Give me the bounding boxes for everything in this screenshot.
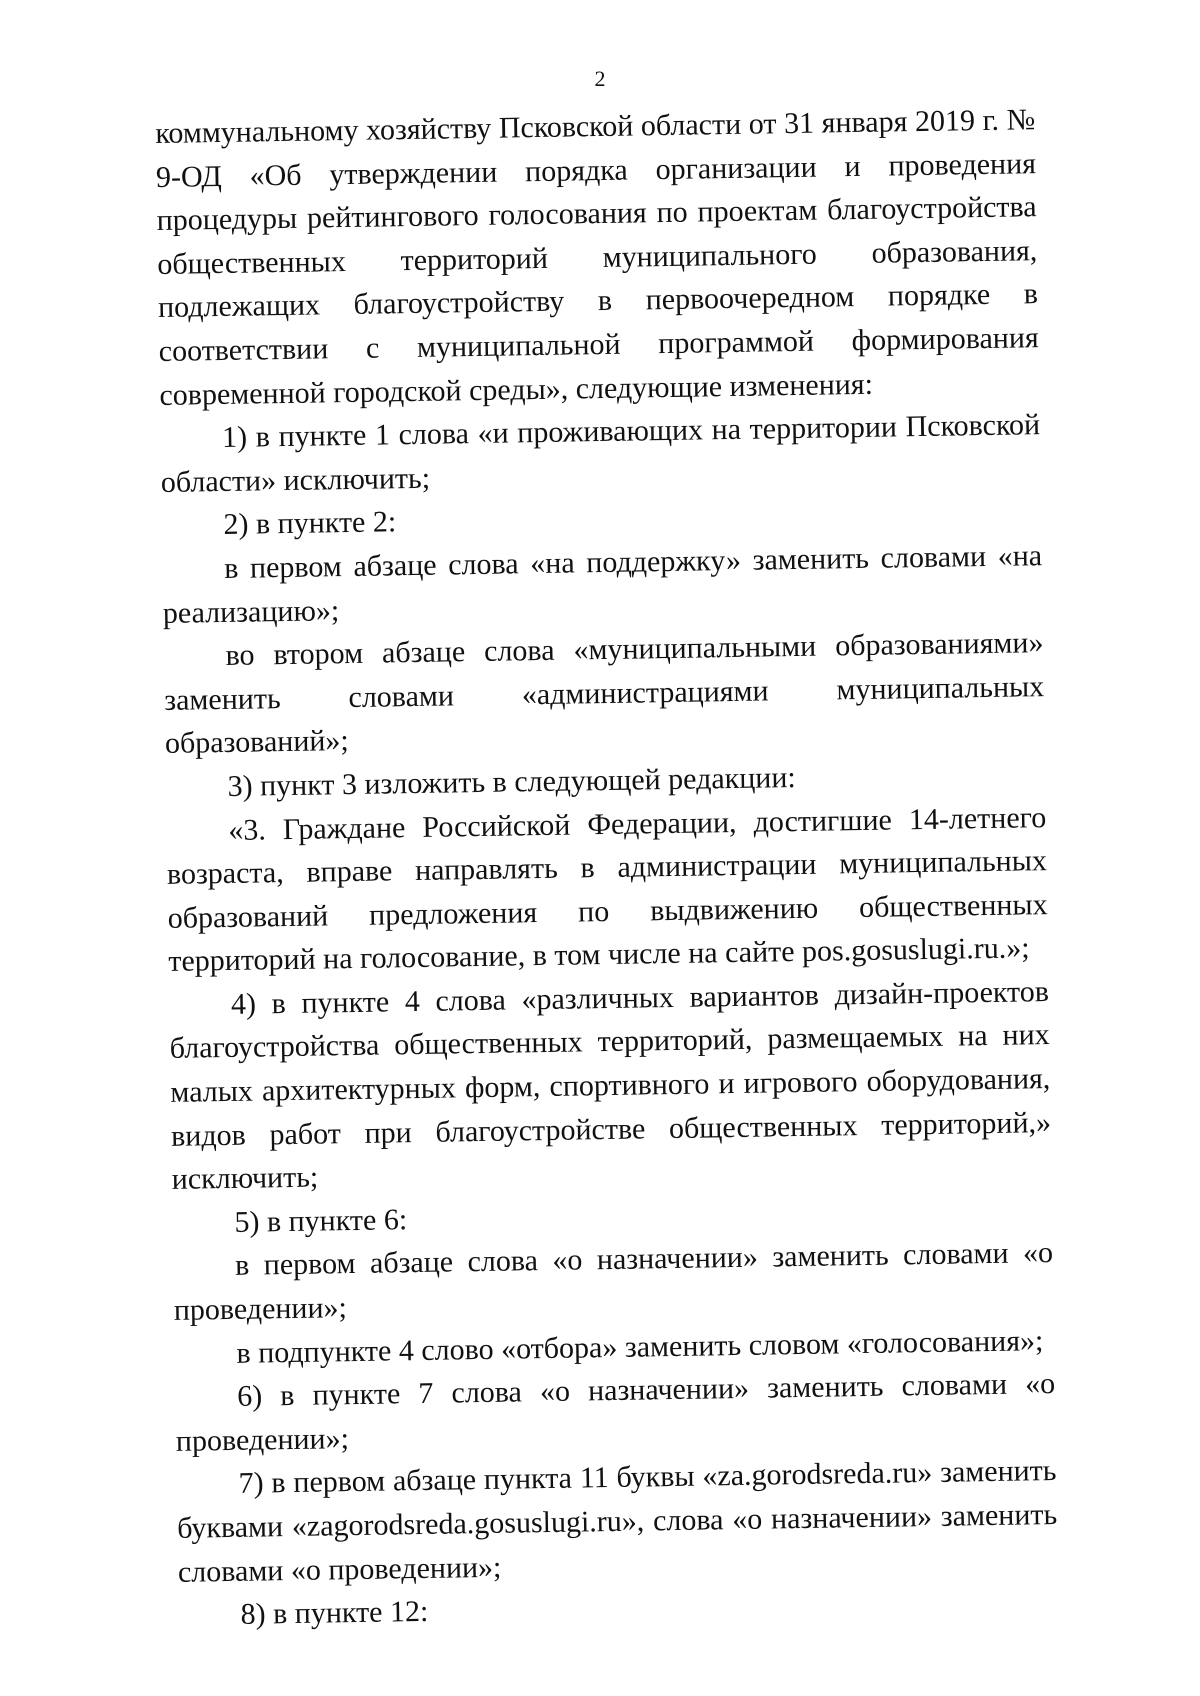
page-number: 2 xyxy=(594,66,606,91)
document-body xyxy=(155,98,1059,1637)
paragraph-preamble-continuation: коммунальному хозяйству Псковской области от 31 января 2019 г. № 9-ОД «Об утверждении порядка организации и проведения процедуры рейтингового голосования по проектам благоустройства общественных территорий муниципального образования, подлежащих благоустройству в первоочередном порядке в соответствии с муниципальной программой формирования современной городской среды», следующие изменения: xyxy=(155,103,1039,412)
paragraph-item-3: 3) пункт 3 изложить в следующей редакции: xyxy=(227,760,796,803)
paragraph-item-3-new-text: «3. Граждане Российской Федерации, достигшие 14-летнего возраста, вправе направлять в администрации муниципальных образований предложения по выдвижению общественных территорий на голосование, в том числе на сайте pos.gosuslugi.ru.»; xyxy=(166,800,1048,979)
paragraph-item-2-second-abzac: во втором абзаце слова «муниципальными образованиями» заменить словами «администрациями муниципальных образований»; xyxy=(163,626,1045,761)
paragraph-item-5-subitem-4: в подпункте 4 слово «отбора» заменить словом «голосования»; xyxy=(236,1323,1044,1370)
paragraph-item-5: 5) в пункте 6: xyxy=(234,1203,408,1239)
paragraph-item-4: 4) в пункте 4 слова «различных вариантов дизайн-проектов благоустройства общественных территорий, размещаемых на них малых архитектурных форм, спортивного и игрового оборудования, видов работ при благоустройстве общественных территорий,» исключить; xyxy=(169,974,1052,1197)
paragraph-item-1: 1) в пункте 1 слова «и проживающих на территории Псковской области» исключить; xyxy=(160,408,1041,499)
paragraph-item-6: 6) в пункте 7 слова «о назначении» заменить словами «о проведении»; xyxy=(175,1367,1056,1458)
paragraph-item-5-first-abzac: в первом абзаце слова «о назначении» заменить словами «о проведении»; xyxy=(173,1236,1054,1327)
paragraph-item-7: 7) в первом абзаце пункта 11 буквы «za.gorodsreda.ru» заменить буквами «zagorodsreda.gosuslugi.ru», слова «о назначении» заменить словами «о проведении»; xyxy=(176,1454,1058,1589)
paragraph-item-2-first-abzac: в первом абзаце слова «на поддержку» заменить словами «на реализацию»; xyxy=(162,539,1043,630)
paragraph-item-8: 8) в пункте 12: xyxy=(240,1595,429,1632)
paragraph-item-2: 2) в пункте 2: xyxy=(223,505,397,542)
